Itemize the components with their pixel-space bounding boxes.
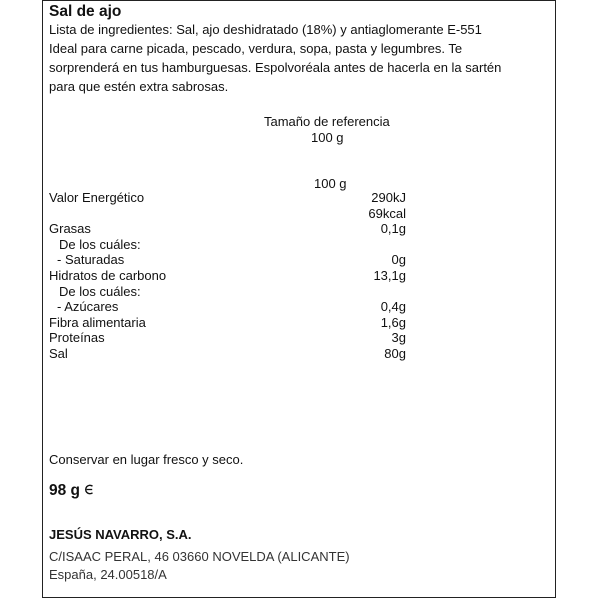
nutrition-column-header: 100 g <box>314 176 347 191</box>
net-weight <box>49 482 94 500</box>
nutrient-value: 0g <box>391 252 406 268</box>
nutrient-value <box>319 237 406 253</box>
company-name: JESÚS NAVARRO, S.A. <box>49 527 192 542</box>
reference-size-value: 100 g <box>311 130 344 145</box>
table-row <box>49 346 406 362</box>
nutrition-table <box>49 190 406 362</box>
table-row <box>49 299 406 315</box>
nutrient-value: 0,1g <box>380 221 406 237</box>
table-row <box>49 330 406 346</box>
nutrient-label: Hidratos de carbono <box>49 267 167 283</box>
nutrient-value: 0,4g <box>380 299 406 315</box>
ingredients-text: Lista de ingredientes: Sal, ajo deshidratado (18%) y antiaglomerante E-551 <box>49 22 482 37</box>
table-row <box>49 190 406 206</box>
nutrient-sub-heading: De los cuáles: <box>59 236 141 252</box>
nutrient-label: Proteínas <box>49 330 105 346</box>
table-row <box>49 252 406 268</box>
nutrient-value: 290kJ <box>371 190 406 205</box>
estimated-sign-icon <box>84 483 94 496</box>
nutrient-label: - Saturadas <box>57 252 125 268</box>
table-row <box>49 284 406 300</box>
nutrient-value: 1,6g <box>380 314 406 330</box>
table-row <box>49 268 406 284</box>
nutrient-label: - Azúcares <box>57 299 119 315</box>
company-address: C/ISAAC PERAL, 46 03660 NOVELDA (ALICANTE) <box>49 549 350 564</box>
nutrient-label: Valor Energético <box>49 190 145 205</box>
storage-instructions: Conservar en lugar fresco y seco. <box>49 452 244 467</box>
nutrient-label <box>49 206 319 222</box>
table-row <box>49 206 406 222</box>
net-weight-value: 98 g <box>49 482 81 499</box>
description-block <box>49 39 501 96</box>
nutrient-sub-heading: De los cuáles: <box>59 283 141 299</box>
nutrient-value: 69kcal <box>368 205 406 221</box>
nutrient-value: 13,1g <box>373 267 406 283</box>
table-row <box>49 221 406 237</box>
product-title: Sal de ajo <box>49 3 122 20</box>
nutrient-label: Fibra alimentaria <box>49 314 146 330</box>
description-line: sorprenderá en tus hamburguesas. Espolvoréala antes de hacerla en la sartén <box>49 60 502 75</box>
nutrient-label: Sal <box>49 345 68 361</box>
registry-number: España, 24.00518/A <box>49 567 167 582</box>
nutrient-value <box>319 284 406 300</box>
reference-size-label: Tamaño de referencia <box>264 114 390 129</box>
nutrient-label: Grasas <box>49 221 91 237</box>
description-line: para que estén extra sabrosas. <box>49 79 229 94</box>
table-row <box>49 315 406 331</box>
description-line: Ideal para carne picada, pescado, verdura, sopa, pasta y legumbres. Te <box>49 41 463 56</box>
nutrient-value: 80g <box>384 345 406 361</box>
nutrient-value: 3g <box>391 330 406 346</box>
table-row <box>49 237 406 253</box>
